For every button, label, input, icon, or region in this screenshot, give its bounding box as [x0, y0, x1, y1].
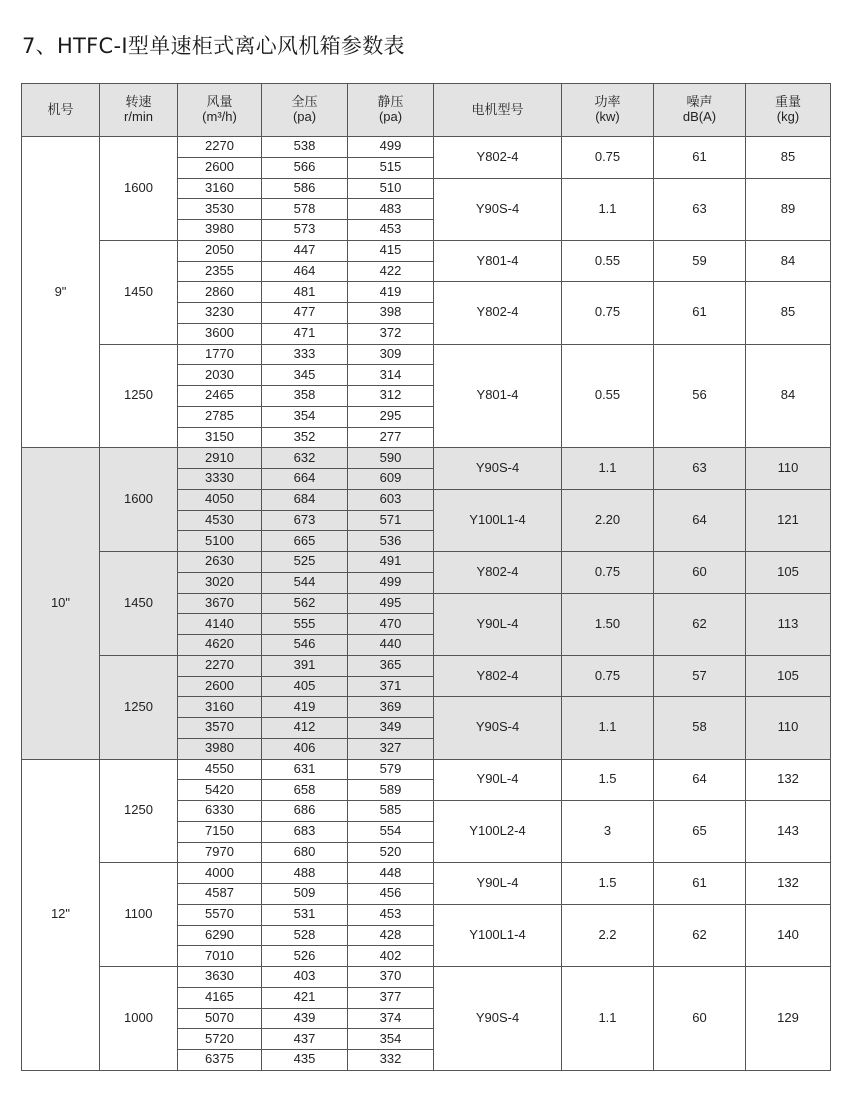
power-cell: 1.50 — [562, 593, 654, 655]
static-pressure-cell: 499 — [348, 137, 434, 158]
static-pressure-cell: 295 — [348, 406, 434, 427]
total-pressure-cell: 477 — [262, 303, 348, 324]
total-pressure-cell: 632 — [262, 448, 348, 469]
total-pressure-cell: 405 — [262, 676, 348, 697]
power-cell: 0.55 — [562, 240, 654, 282]
static-pressure-cell: 372 — [348, 323, 434, 344]
static-pressure-cell: 483 — [348, 199, 434, 220]
static-pressure-cell: 398 — [348, 303, 434, 324]
static-pressure-cell: 453 — [348, 904, 434, 925]
airflow-cell: 3630 — [178, 967, 262, 988]
power-cell: 1.5 — [562, 863, 654, 905]
static-pressure-cell: 520 — [348, 842, 434, 863]
motor-model-cell: Y90S-4 — [434, 967, 562, 1071]
airflow-cell: 5720 — [178, 1029, 262, 1050]
static-pressure-cell: 579 — [348, 759, 434, 780]
total-pressure-cell: 419 — [262, 697, 348, 718]
airflow-cell: 3670 — [178, 593, 262, 614]
noise-cell: 61 — [654, 863, 746, 905]
static-pressure-cell: 603 — [348, 489, 434, 510]
total-pressure-cell: 352 — [262, 427, 348, 448]
total-pressure-cell: 586 — [262, 178, 348, 199]
static-pressure-cell: 374 — [348, 1008, 434, 1029]
static-pressure-cell: 419 — [348, 282, 434, 303]
noise-cell: 65 — [654, 801, 746, 863]
total-pressure-cell: 509 — [262, 884, 348, 905]
static-pressure-cell: 453 — [348, 220, 434, 241]
noise-cell: 62 — [654, 904, 746, 966]
table-row — [22, 448, 831, 469]
noise-cell: 63 — [654, 448, 746, 490]
weight-cell: 129 — [746, 967, 831, 1071]
static-pressure-cell: 377 — [348, 987, 434, 1008]
static-pressure-cell: 609 — [348, 469, 434, 490]
total-pressure-cell: 686 — [262, 801, 348, 822]
power-cell: 0.75 — [562, 655, 654, 697]
total-pressure-cell: 680 — [262, 842, 348, 863]
noise-cell: 57 — [654, 655, 746, 697]
total-pressure-cell: 578 — [262, 199, 348, 220]
airflow-cell: 4000 — [178, 863, 262, 884]
airflow-cell: 3600 — [178, 323, 262, 344]
power-cell: 0.75 — [562, 137, 654, 179]
table-row — [22, 655, 831, 676]
motor-model-cell: Y802-4 — [434, 137, 562, 179]
static-pressure-cell: 428 — [348, 925, 434, 946]
header-noise: 噪声 dB(A) — [654, 84, 746, 137]
static-pressure-cell: 440 — [348, 635, 434, 656]
fan-model-cell: 10" — [22, 448, 100, 759]
total-pressure-cell: 488 — [262, 863, 348, 884]
total-pressure-cell: 673 — [262, 510, 348, 531]
airflow-cell: 7150 — [178, 821, 262, 842]
airflow-cell: 2270 — [178, 137, 262, 158]
noise-cell: 63 — [654, 178, 746, 240]
airflow-cell: 2600 — [178, 676, 262, 697]
power-cell: 2.2 — [562, 904, 654, 966]
table-row — [22, 137, 831, 158]
airflow-cell: 4165 — [178, 987, 262, 1008]
static-pressure-cell: 536 — [348, 531, 434, 552]
motor-model-cell: Y90S-4 — [434, 448, 562, 490]
airflow-cell: 2860 — [178, 282, 262, 303]
airflow-cell: 3150 — [178, 427, 262, 448]
airflow-cell: 4550 — [178, 759, 262, 780]
total-pressure-cell: 333 — [262, 344, 348, 365]
table-row — [22, 967, 831, 988]
total-pressure-cell: 528 — [262, 925, 348, 946]
fan-spec-table — [21, 83, 831, 1071]
airflow-cell: 2910 — [178, 448, 262, 469]
speed-cell: 1250 — [100, 759, 178, 863]
total-pressure-cell: 555 — [262, 614, 348, 635]
speed-cell: 1450 — [100, 240, 178, 344]
header-model: 机号 — [22, 84, 100, 137]
static-pressure-cell: 370 — [348, 967, 434, 988]
static-pressure-cell: 309 — [348, 344, 434, 365]
airflow-cell: 5570 — [178, 904, 262, 925]
power-cell: 1.1 — [562, 697, 654, 759]
airflow-cell: 6330 — [178, 801, 262, 822]
speed-cell: 1100 — [100, 863, 178, 967]
total-pressure-cell: 684 — [262, 489, 348, 510]
total-pressure-cell: 664 — [262, 469, 348, 490]
weight-cell: 132 — [746, 759, 831, 801]
airflow-cell: 2355 — [178, 261, 262, 282]
power-cell: 0.75 — [562, 552, 654, 594]
static-pressure-cell: 470 — [348, 614, 434, 635]
weight-cell: 105 — [746, 655, 831, 697]
static-pressure-cell: 554 — [348, 821, 434, 842]
motor-model-cell: Y100L2-4 — [434, 801, 562, 863]
power-cell: 1.1 — [562, 448, 654, 490]
motor-model-cell: Y801-4 — [434, 240, 562, 282]
airflow-cell: 4140 — [178, 614, 262, 635]
airflow-cell: 3160 — [178, 178, 262, 199]
total-pressure-cell: 546 — [262, 635, 348, 656]
header-weight: 重量 (kg) — [746, 84, 831, 137]
airflow-cell: 2030 — [178, 365, 262, 386]
static-pressure-cell: 515 — [348, 157, 434, 178]
header-total-pressure: 全压 (pa) — [262, 84, 348, 137]
total-pressure-cell: 531 — [262, 904, 348, 925]
weight-cell: 121 — [746, 489, 831, 551]
header-row — [22, 84, 831, 137]
static-pressure-cell: 277 — [348, 427, 434, 448]
power-cell: 0.55 — [562, 344, 654, 448]
airflow-cell: 5070 — [178, 1008, 262, 1029]
weight-cell: 110 — [746, 697, 831, 759]
airflow-cell: 3020 — [178, 572, 262, 593]
power-cell: 2.20 — [562, 489, 654, 551]
weight-cell: 89 — [746, 178, 831, 240]
airflow-cell: 4050 — [178, 489, 262, 510]
total-pressure-cell: 566 — [262, 157, 348, 178]
static-pressure-cell: 314 — [348, 365, 434, 386]
static-pressure-cell: 589 — [348, 780, 434, 801]
static-pressure-cell: 456 — [348, 884, 434, 905]
static-pressure-cell: 327 — [348, 738, 434, 759]
airflow-cell: 3330 — [178, 469, 262, 490]
static-pressure-cell: 349 — [348, 718, 434, 739]
static-pressure-cell: 495 — [348, 593, 434, 614]
airflow-cell: 2270 — [178, 655, 262, 676]
table-row — [22, 863, 831, 884]
weight-cell: 110 — [746, 448, 831, 490]
airflow-cell: 2600 — [178, 157, 262, 178]
total-pressure-cell: 525 — [262, 552, 348, 573]
total-pressure-cell: 464 — [262, 261, 348, 282]
airflow-cell: 3230 — [178, 303, 262, 324]
total-pressure-cell: 358 — [262, 386, 348, 407]
motor-model-cell: Y802-4 — [434, 655, 562, 697]
weight-cell: 140 — [746, 904, 831, 966]
total-pressure-cell: 658 — [262, 780, 348, 801]
static-pressure-cell: 510 — [348, 178, 434, 199]
header-power: 功率 (kw) — [562, 84, 654, 137]
motor-model-cell: Y90L-4 — [434, 759, 562, 801]
static-pressure-cell: 422 — [348, 261, 434, 282]
static-pressure-cell: 491 — [348, 552, 434, 573]
total-pressure-cell: 391 — [262, 655, 348, 676]
fan-model-cell: 9" — [22, 137, 100, 448]
airflow-cell: 3980 — [178, 220, 262, 241]
noise-cell: 56 — [654, 344, 746, 448]
total-pressure-cell: 538 — [262, 137, 348, 158]
table-row — [22, 552, 831, 573]
weight-cell: 85 — [746, 137, 831, 179]
motor-model-cell: Y90S-4 — [434, 697, 562, 759]
table-row — [22, 240, 831, 261]
table-row — [22, 759, 831, 780]
table-body — [22, 137, 831, 1071]
airflow-cell: 2630 — [178, 552, 262, 573]
total-pressure-cell: 412 — [262, 718, 348, 739]
noise-cell: 64 — [654, 759, 746, 801]
motor-model-cell: Y100L1-4 — [434, 489, 562, 551]
total-pressure-cell: 437 — [262, 1029, 348, 1050]
weight-cell: 105 — [746, 552, 831, 594]
total-pressure-cell: 435 — [262, 1050, 348, 1071]
airflow-cell: 2050 — [178, 240, 262, 261]
speed-cell: 1600 — [100, 448, 178, 552]
speed-cell: 1250 — [100, 344, 178, 448]
airflow-cell: 4620 — [178, 635, 262, 656]
total-pressure-cell: 354 — [262, 406, 348, 427]
weight-cell: 132 — [746, 863, 831, 905]
motor-model-cell: Y100L1-4 — [434, 904, 562, 966]
total-pressure-cell: 345 — [262, 365, 348, 386]
static-pressure-cell: 585 — [348, 801, 434, 822]
noise-cell: 61 — [654, 282, 746, 344]
airflow-cell: 1770 — [178, 344, 262, 365]
static-pressure-cell: 365 — [348, 655, 434, 676]
header-speed: 转速 r/min — [100, 84, 178, 137]
motor-model-cell: Y801-4 — [434, 344, 562, 448]
static-pressure-cell: 371 — [348, 676, 434, 697]
speed-cell: 1250 — [100, 655, 178, 759]
static-pressure-cell: 448 — [348, 863, 434, 884]
noise-cell: 60 — [654, 552, 746, 594]
airflow-cell: 4530 — [178, 510, 262, 531]
fan-model-cell: 12" — [22, 759, 100, 1070]
header-motor-model: 电机型号 — [434, 84, 562, 137]
noise-cell: 61 — [654, 137, 746, 179]
table-row — [22, 344, 831, 365]
airflow-cell: 7970 — [178, 842, 262, 863]
total-pressure-cell: 471 — [262, 323, 348, 344]
noise-cell: 62 — [654, 593, 746, 655]
static-pressure-cell: 312 — [348, 386, 434, 407]
power-cell: 1.1 — [562, 178, 654, 240]
power-cell: 1.5 — [562, 759, 654, 801]
weight-cell: 85 — [746, 282, 831, 344]
weight-cell: 143 — [746, 801, 831, 863]
motor-model-cell: Y802-4 — [434, 552, 562, 594]
airflow-cell: 6375 — [178, 1050, 262, 1071]
airflow-cell: 3980 — [178, 738, 262, 759]
weight-cell: 84 — [746, 240, 831, 282]
total-pressure-cell: 562 — [262, 593, 348, 614]
airflow-cell: 3570 — [178, 718, 262, 739]
total-pressure-cell: 421 — [262, 987, 348, 1008]
static-pressure-cell: 402 — [348, 946, 434, 967]
header-static-pressure: 静压 (pa) — [348, 84, 434, 137]
airflow-cell: 5420 — [178, 780, 262, 801]
airflow-cell: 5100 — [178, 531, 262, 552]
airflow-cell: 7010 — [178, 946, 262, 967]
header-airflow: 风量 (m³/h) — [178, 84, 262, 137]
static-pressure-cell: 499 — [348, 572, 434, 593]
static-pressure-cell: 332 — [348, 1050, 434, 1071]
total-pressure-cell: 631 — [262, 759, 348, 780]
total-pressure-cell: 439 — [262, 1008, 348, 1029]
static-pressure-cell: 354 — [348, 1029, 434, 1050]
static-pressure-cell: 415 — [348, 240, 434, 261]
motor-model-cell: Y802-4 — [434, 282, 562, 344]
total-pressure-cell: 526 — [262, 946, 348, 967]
power-cell: 1.1 — [562, 967, 654, 1071]
page-title: 7、HTFC-Ⅰ型单速柜式离心风机箱参数表 — [22, 34, 405, 58]
total-pressure-cell: 665 — [262, 531, 348, 552]
noise-cell: 59 — [654, 240, 746, 282]
power-cell: 0.75 — [562, 282, 654, 344]
static-pressure-cell: 590 — [348, 448, 434, 469]
motor-model-cell: Y90L-4 — [434, 593, 562, 655]
total-pressure-cell: 447 — [262, 240, 348, 261]
total-pressure-cell: 481 — [262, 282, 348, 303]
weight-cell: 84 — [746, 344, 831, 448]
total-pressure-cell: 406 — [262, 738, 348, 759]
weight-cell: 113 — [746, 593, 831, 655]
total-pressure-cell: 544 — [262, 572, 348, 593]
speed-cell: 1450 — [100, 552, 178, 656]
power-cell: 3 — [562, 801, 654, 863]
airflow-cell: 4587 — [178, 884, 262, 905]
noise-cell: 64 — [654, 489, 746, 551]
speed-cell: 1600 — [100, 137, 178, 241]
airflow-cell: 3160 — [178, 697, 262, 718]
total-pressure-cell: 403 — [262, 967, 348, 988]
speed-cell: 1000 — [100, 967, 178, 1071]
airflow-cell: 3530 — [178, 199, 262, 220]
total-pressure-cell: 573 — [262, 220, 348, 241]
airflow-cell: 2785 — [178, 406, 262, 427]
total-pressure-cell: 683 — [262, 821, 348, 842]
motor-model-cell: Y90L-4 — [434, 863, 562, 905]
noise-cell: 58 — [654, 697, 746, 759]
airflow-cell: 6290 — [178, 925, 262, 946]
static-pressure-cell: 571 — [348, 510, 434, 531]
motor-model-cell: Y90S-4 — [434, 178, 562, 240]
static-pressure-cell: 369 — [348, 697, 434, 718]
airflow-cell: 2465 — [178, 386, 262, 407]
noise-cell: 60 — [654, 967, 746, 1071]
